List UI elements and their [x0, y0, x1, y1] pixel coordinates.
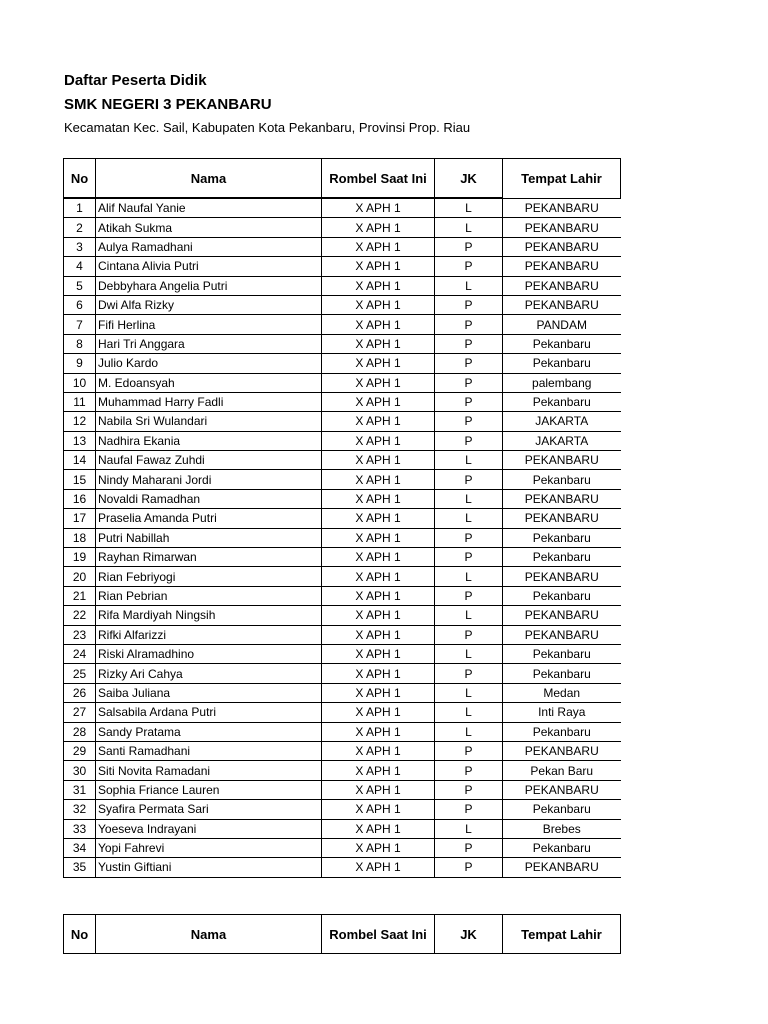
cell-jk: P — [435, 431, 503, 450]
cell-jk: P — [435, 761, 503, 780]
cell-tempat-lahir: JAKARTA — [503, 412, 621, 431]
cell-tempat-lahir: PEKANBARU — [503, 606, 621, 625]
table-row — [64, 354, 621, 373]
cell-no: 30 — [64, 761, 96, 780]
cell-rombel: X APH 1 — [322, 800, 435, 819]
table-row — [64, 412, 621, 431]
column-header-jk: JK — [435, 159, 503, 199]
cell-no: 19 — [64, 548, 96, 567]
cell-tempat-lahir: PEKANBARU — [503, 780, 621, 799]
cell-nama: Sandy Pratama — [96, 722, 322, 741]
table-row — [64, 315, 621, 334]
cell-no: 12 — [64, 412, 96, 431]
table-row — [64, 451, 621, 470]
cell-no: 14 — [64, 451, 96, 470]
cell-tempat-lahir: Pekanbaru — [503, 722, 621, 741]
table-row — [64, 683, 621, 702]
cell-rombel: X APH 1 — [322, 644, 435, 663]
cell-nama: Rizky Ari Cahya — [96, 664, 322, 683]
cell-rombel: X APH 1 — [322, 431, 435, 450]
column-header-nama: Nama — [96, 159, 322, 199]
cell-tempat-lahir: PEKANBARU — [503, 858, 621, 877]
cell-no: 9 — [64, 354, 96, 373]
cell-jk: L — [435, 703, 503, 722]
cell-no: 11 — [64, 392, 96, 411]
cell-no: 18 — [64, 528, 96, 547]
cell-nama: Dwi Alfa Rizky — [96, 295, 322, 314]
cell-rombel: X APH 1 — [322, 412, 435, 431]
table-row — [64, 334, 621, 353]
cell-nama: Saiba Juliana — [96, 683, 322, 702]
column-header-rombel: Rombel Saat Ini — [322, 915, 435, 954]
cell-jk: P — [435, 412, 503, 431]
table-row — [64, 392, 621, 411]
cell-jk: L — [435, 644, 503, 663]
cell-nama: Santi Ramadhani — [96, 741, 322, 760]
student-table-continued — [63, 914, 621, 954]
cell-nama: Rifa Mardiyah Ningsih — [96, 606, 322, 625]
cell-nama: Rian Febriyogi — [96, 567, 322, 586]
table-row — [64, 664, 621, 683]
table-row — [64, 722, 621, 741]
cell-jk: P — [435, 664, 503, 683]
cell-no: 28 — [64, 722, 96, 741]
cell-nama: Yustin Giftiani — [96, 858, 322, 877]
cell-no: 6 — [64, 295, 96, 314]
column-header-rombel: Rombel Saat Ini — [322, 159, 435, 199]
cell-rombel: X APH 1 — [322, 838, 435, 857]
cell-jk: P — [435, 315, 503, 334]
cell-jk: P — [435, 354, 503, 373]
cell-tempat-lahir: PANDAM — [503, 315, 621, 334]
cell-nama: Debbyhara Angelia Putri — [96, 276, 322, 295]
cell-jk: P — [435, 858, 503, 877]
cell-nama: Muhammad Harry Fadli — [96, 392, 322, 411]
cell-jk: P — [435, 800, 503, 819]
cell-no: 27 — [64, 703, 96, 722]
cell-rombel: X APH 1 — [322, 528, 435, 547]
cell-rombel: X APH 1 — [322, 819, 435, 838]
cell-rombel: X APH 1 — [322, 315, 435, 334]
cell-tempat-lahir: Pekanbaru — [503, 334, 621, 353]
cell-tempat-lahir: PEKANBARU — [503, 237, 621, 256]
cell-jk: P — [435, 586, 503, 605]
cell-no: 3 — [64, 237, 96, 256]
cell-nama: Aulya Ramadhani — [96, 237, 322, 256]
cell-nama: Salsabila Ardana Putri — [96, 703, 322, 722]
cell-rombel: X APH 1 — [322, 334, 435, 353]
cell-no: 15 — [64, 470, 96, 489]
cell-jk: L — [435, 218, 503, 237]
cell-nama: Praselia Amanda Putri — [96, 509, 322, 528]
cell-rombel: X APH 1 — [322, 586, 435, 605]
cell-tempat-lahir: Medan — [503, 683, 621, 702]
cell-rombel: X APH 1 — [322, 373, 435, 392]
cell-tempat-lahir: JAKARTA — [503, 431, 621, 450]
cell-tempat-lahir: PEKANBARU — [503, 451, 621, 470]
cell-nama: Nadhira Ekania — [96, 431, 322, 450]
table-row — [64, 761, 621, 780]
cell-jk: P — [435, 838, 503, 857]
cell-no: 22 — [64, 606, 96, 625]
cell-tempat-lahir: Pekanbaru — [503, 354, 621, 373]
table-row — [64, 198, 621, 218]
table-header-row — [64, 159, 621, 199]
cell-nama: Naufal Fawaz Zuhdi — [96, 451, 322, 470]
table-row — [64, 586, 621, 605]
cell-jk: P — [435, 548, 503, 567]
cell-tempat-lahir: PEKANBARU — [503, 489, 621, 508]
cell-tempat-lahir: Pekanbaru — [503, 800, 621, 819]
cell-jk: L — [435, 198, 503, 218]
cell-jk: P — [435, 780, 503, 799]
table-row — [64, 625, 621, 644]
cell-jk: P — [435, 373, 503, 392]
cell-nama: Siti Novita Ramadani — [96, 761, 322, 780]
table-row — [64, 509, 621, 528]
cell-rombel: X APH 1 — [322, 722, 435, 741]
school-location: Kecamatan Kec. Sail, Kabupaten Kota Pekanbaru, Provinsi Prop. Riau — [64, 120, 471, 135]
cell-no: 31 — [64, 780, 96, 799]
cell-jk: P — [435, 334, 503, 353]
cell-nama: Rayhan Rimarwan — [96, 548, 322, 567]
cell-rombel: X APH 1 — [322, 237, 435, 256]
cell-no: 5 — [64, 276, 96, 295]
cell-no: 4 — [64, 257, 96, 276]
table-row — [64, 528, 621, 547]
cell-no: 13 — [64, 431, 96, 450]
table-row — [64, 703, 621, 722]
column-header-nama: Nama — [96, 915, 322, 954]
cell-tempat-lahir: PEKANBARU — [503, 509, 621, 528]
student-table — [63, 158, 621, 878]
cell-tempat-lahir: PEKANBARU — [503, 218, 621, 237]
cell-jk: L — [435, 722, 503, 741]
table-row — [64, 606, 621, 625]
cell-no: 33 — [64, 819, 96, 838]
student-rows — [64, 198, 621, 877]
cell-nama: Yopi Fahrevi — [96, 838, 322, 857]
cell-no: 24 — [64, 644, 96, 663]
cell-rombel: X APH 1 — [322, 548, 435, 567]
cell-tempat-lahir: Pekanbaru — [503, 838, 621, 857]
table-row — [64, 276, 621, 295]
cell-nama: Fifi Herlina — [96, 315, 322, 334]
cell-tempat-lahir: Pekan Baru — [503, 761, 621, 780]
cell-jk: L — [435, 276, 503, 295]
cell-jk: P — [435, 528, 503, 547]
cell-tempat-lahir: palembang — [503, 373, 621, 392]
cell-jk: P — [435, 741, 503, 760]
cell-jk: L — [435, 567, 503, 586]
cell-tempat-lahir: Pekanbaru — [503, 470, 621, 489]
cell-no: 25 — [64, 664, 96, 683]
table-row — [64, 644, 621, 663]
cell-tempat-lahir: Pekanbaru — [503, 548, 621, 567]
cell-tempat-lahir: Pekanbaru — [503, 644, 621, 663]
cell-no: 2 — [64, 218, 96, 237]
cell-rombel: X APH 1 — [322, 354, 435, 373]
table-row — [64, 257, 621, 276]
cell-no: 35 — [64, 858, 96, 877]
cell-nama: M. Edoansyah — [96, 373, 322, 392]
cell-tempat-lahir: PEKANBARU — [503, 276, 621, 295]
cell-no: 8 — [64, 334, 96, 353]
cell-rombel: X APH 1 — [322, 683, 435, 702]
cell-jk: L — [435, 489, 503, 508]
cell-no: 1 — [64, 198, 96, 218]
table-row — [64, 431, 621, 450]
cell-rombel: X APH 1 — [322, 198, 435, 218]
cell-rombel: X APH 1 — [322, 489, 435, 508]
cell-no: 23 — [64, 625, 96, 644]
table-row — [64, 741, 621, 760]
cell-nama: Hari Tri Anggara — [96, 334, 322, 353]
cell-nama: Sophia Friance Lauren — [96, 780, 322, 799]
cell-rombel: X APH 1 — [322, 276, 435, 295]
cell-rombel: X APH 1 — [322, 761, 435, 780]
cell-no: 32 — [64, 800, 96, 819]
table-row — [64, 295, 621, 314]
column-header-tempat-lahir: Tempat Lahir — [503, 159, 621, 199]
cell-rombel: X APH 1 — [322, 664, 435, 683]
cell-rombel: X APH 1 — [322, 567, 435, 586]
column-header-no: No — [64, 159, 96, 199]
cell-rombel: X APH 1 — [322, 257, 435, 276]
cell-rombel: X APH 1 — [322, 218, 435, 237]
table-header-row — [64, 915, 621, 954]
cell-tempat-lahir: PEKANBARU — [503, 295, 621, 314]
cell-no: 7 — [64, 315, 96, 334]
cell-rombel: X APH 1 — [322, 606, 435, 625]
cell-tempat-lahir: PEKANBARU — [503, 198, 621, 218]
cell-nama: Nindy Maharani Jordi — [96, 470, 322, 489]
table-row — [64, 470, 621, 489]
cell-no: 17 — [64, 509, 96, 528]
cell-jk: P — [435, 470, 503, 489]
table-row — [64, 489, 621, 508]
cell-jk: P — [435, 392, 503, 411]
cell-rombel: X APH 1 — [322, 451, 435, 470]
cell-tempat-lahir: PEKANBARU — [503, 625, 621, 644]
cell-nama: Novaldi Ramadhan — [96, 489, 322, 508]
table-row — [64, 819, 621, 838]
column-header-jk: JK — [435, 915, 503, 954]
cell-rombel: X APH 1 — [322, 295, 435, 314]
cell-jk: P — [435, 257, 503, 276]
cell-jk: L — [435, 509, 503, 528]
table-row — [64, 858, 621, 877]
cell-nama: Putri Nabillah — [96, 528, 322, 547]
cell-no: 20 — [64, 567, 96, 586]
cell-nama: Atikah Sukma — [96, 218, 322, 237]
cell-jk: L — [435, 683, 503, 702]
cell-rombel: X APH 1 — [322, 625, 435, 644]
document-title: Daftar Peserta Didik — [64, 72, 207, 89]
table-row — [64, 780, 621, 799]
cell-nama: Nabila Sri Wulandari — [96, 412, 322, 431]
cell-no: 34 — [64, 838, 96, 857]
cell-no: 29 — [64, 741, 96, 760]
cell-tempat-lahir: Pekanbaru — [503, 528, 621, 547]
cell-nama: Rian Pebrian — [96, 586, 322, 605]
table-row — [64, 548, 621, 567]
cell-tempat-lahir: PEKANBARU — [503, 741, 621, 760]
column-header-no: No — [64, 915, 96, 954]
column-header-tempat-lahir: Tempat Lahir — [503, 915, 621, 954]
cell-nama: Yoeseva Indrayani — [96, 819, 322, 838]
table-row — [64, 218, 621, 237]
cell-jk: P — [435, 625, 503, 644]
cell-nama: Julio Kardo — [96, 354, 322, 373]
cell-tempat-lahir: PEKANBARU — [503, 567, 621, 586]
cell-jk: L — [435, 451, 503, 470]
cell-tempat-lahir: PEKANBARU — [503, 257, 621, 276]
cell-rombel: X APH 1 — [322, 858, 435, 877]
cell-tempat-lahir: Brebes — [503, 819, 621, 838]
table-row — [64, 838, 621, 857]
cell-jk: L — [435, 819, 503, 838]
cell-tempat-lahir: Pekanbaru — [503, 586, 621, 605]
cell-nama: Rifki Alfarizzi — [96, 625, 322, 644]
cell-rombel: X APH 1 — [322, 741, 435, 760]
cell-nama: Cintana Alivia Putri — [96, 257, 322, 276]
cell-tempat-lahir: Inti Raya — [503, 703, 621, 722]
cell-no: 10 — [64, 373, 96, 392]
school-name: SMK NEGERI 3 PEKANBARU — [64, 96, 272, 113]
cell-rombel: X APH 1 — [322, 470, 435, 489]
cell-rombel: X APH 1 — [322, 703, 435, 722]
cell-rombel: X APH 1 — [322, 392, 435, 411]
cell-tempat-lahir: Pekanbaru — [503, 664, 621, 683]
cell-rombel: X APH 1 — [322, 509, 435, 528]
cell-jk: P — [435, 295, 503, 314]
cell-jk: L — [435, 606, 503, 625]
cell-no: 16 — [64, 489, 96, 508]
table-row — [64, 800, 621, 819]
cell-tempat-lahir: Pekanbaru — [503, 392, 621, 411]
cell-jk: P — [435, 237, 503, 256]
cell-nama: Riski Alramadhino — [96, 644, 322, 663]
cell-rombel: X APH 1 — [322, 780, 435, 799]
cell-no: 21 — [64, 586, 96, 605]
cell-nama: Syafira Permata Sari — [96, 800, 322, 819]
table-row — [64, 237, 621, 256]
cell-no: 26 — [64, 683, 96, 702]
cell-nama: Alif Naufal Yanie — [96, 198, 322, 218]
table-row — [64, 373, 621, 392]
table-row — [64, 567, 621, 586]
